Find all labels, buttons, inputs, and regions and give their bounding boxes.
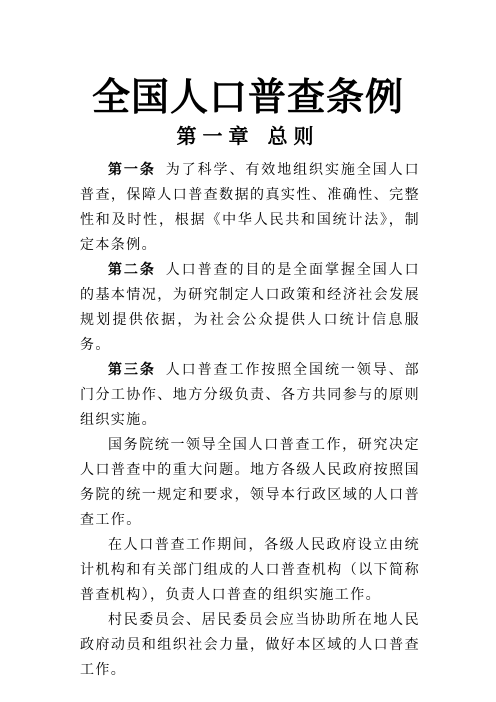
article-number: 第一条 — [108, 162, 156, 178]
article-number: 第三条 — [108, 362, 156, 378]
paragraph-committees: 村民委员会、居民委员会应当协助所在地人民政府动员和组织社会力量，做好本区域的人口普查工作。 — [80, 612, 420, 678]
article-1 — [80, 158, 420, 258]
article-text: 人口普查的目的是全面掌握全国人口的基本情况，为研究制定人口政策和经济社会发展规划提供依据，为社会公众提供人口统计信息服务。 — [80, 262, 420, 353]
chapter-heading: 第一章 总则 — [176, 124, 320, 148]
article-3 — [80, 358, 420, 433]
document-title: 全国人口普查条例 — [91, 75, 404, 119]
paragraph-census-agency: 在人口普查工作期间，各级人民政府设立由统计机构和有关部门组成的人口普查机构（以下简称普查机构），负责人口普查的组织实施工作。 — [80, 537, 420, 603]
article-number: 第二条 — [108, 262, 156, 278]
article-text: 人口普查工作按照全国统一领导、部门分工协作、地方分级负责、各方共同参与的原则组织实施。 — [80, 362, 420, 428]
article-text: 为了科学、有效地组织实施全国人口普查，保障人口普查数据的真实性、准确性、完整性和及时性，根据《中华人民共和国统计法》，制定本条例。 — [80, 162, 420, 253]
paragraph-state-council: 国务院统一领导全国人口普查工作，研究决定人口普查中的重大问题。地方各级人民政府按照国务院的统一规定和要求，领导本行政区域的人口普查工作。 — [80, 437, 420, 528]
document-body — [80, 158, 420, 683]
article-2 — [80, 258, 420, 358]
